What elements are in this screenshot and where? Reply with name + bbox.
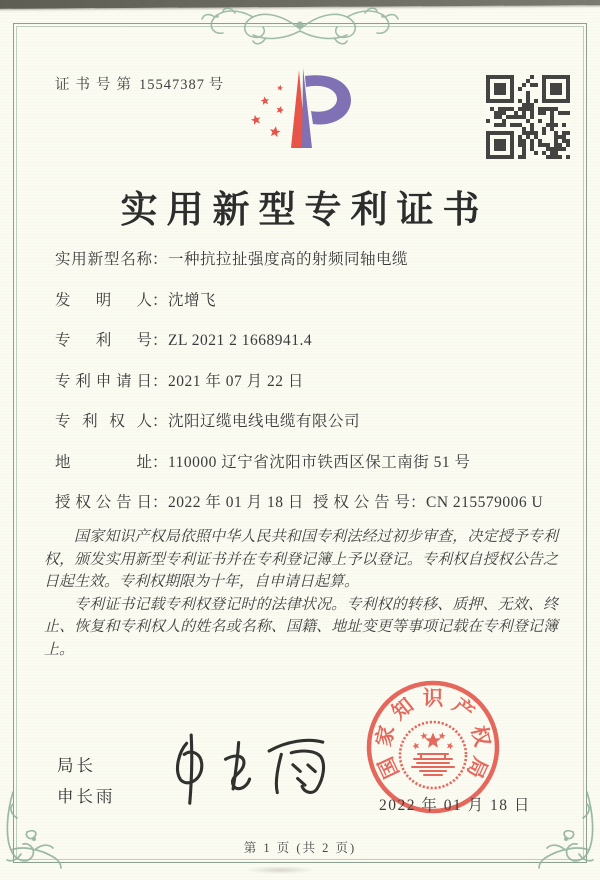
field-value: 110000 辽宁省沈阳市铁西区保工南街 51 号: [168, 453, 471, 471]
svg-text:国: 国: [375, 753, 404, 782]
seal-date: 2022 年 01 月 18 日: [379, 797, 531, 814]
field-label: 发明人: [55, 291, 152, 309]
commissioner-name: 申长雨: [57, 787, 116, 806]
field-utility-model-name: [55, 252, 560, 268]
svg-text:产: 产: [448, 694, 478, 725]
svg-text:知: 知: [388, 694, 418, 725]
field-value: 2022 年 01 月 18 日: [168, 494, 304, 511]
field-grant-date: [55, 495, 313, 511]
field-address: [55, 455, 560, 471]
field-value: ZL 2021 2 1668941.4: [168, 332, 313, 349]
field-value: CN 215579006 U: [426, 494, 544, 511]
field-grant-number: [313, 495, 543, 511]
logo-purple-p: [302, 68, 351, 148]
field-label: 授权公告日: [55, 494, 152, 511]
field-filing-date: [55, 374, 560, 390]
field-label: 地址: [55, 453, 152, 471]
field-patent-number: [55, 333, 560, 349]
field-colon: ：: [152, 251, 168, 268]
field-colon: ：: [152, 332, 168, 349]
field-patentee: [55, 414, 560, 430]
national-emblem: [400, 722, 466, 788]
legal-paragraph-2: 专利证书记载专利权登记时的法律状况。专利权的转移、质押、无效、终止、恢复和专利权人的姓名或名称、国籍、地址变更等事项记载在专利登记簿上。: [44, 596, 558, 658]
svg-text:家: 家: [373, 723, 400, 749]
certificate-number: [55, 73, 223, 94]
svg-text:局: 局: [462, 753, 491, 782]
certificate-title: 实用新型专利证书: [120, 190, 489, 231]
field-label: 专利申请日: [55, 372, 152, 390]
scan-smudge-artifact: [245, 866, 315, 874]
svg-text:识: 识: [422, 688, 444, 710]
certificate-number-value: 15547387: [139, 77, 205, 93]
field-colon: ：: [152, 453, 168, 471]
logo-stars: [250, 84, 285, 137]
svg-text:权: 权: [466, 723, 493, 749]
field-colon: ：: [152, 291, 168, 309]
field-inventor: [55, 293, 560, 309]
field-label: 授权公告号: [313, 494, 410, 511]
legal-text: [44, 526, 558, 662]
field-label: 实用新型名称: [55, 251, 152, 268]
field-label: 专利权人: [55, 413, 152, 430]
page-footer: 第 1 页 (共 2 页): [243, 841, 357, 855]
field-colon: ：: [152, 413, 168, 430]
field-colon: ：: [152, 372, 168, 390]
field-label: 专利号: [55, 332, 152, 349]
field-list: [55, 252, 560, 536]
cnipa-logo: [238, 64, 368, 164]
field-value: 一种抗拉扯强度高的射频同轴电缆: [168, 251, 409, 268]
signer-block: [57, 750, 116, 812]
qr-code: [486, 75, 570, 159]
field-value: 2021 年 07 月 22 日: [168, 372, 304, 390]
certificate-number-suffix: 号: [208, 77, 224, 93]
certificate-number-prefix: 证书号第: [55, 77, 137, 93]
field-colon: ：: [152, 494, 168, 511]
field-value: 沈增飞: [168, 291, 217, 309]
signature-handwriting: [152, 724, 348, 812]
commissioner-title: 局长: [57, 756, 96, 775]
legal-paragraph-1: 国家知识产权局依照中华人民共和国专利法经过初步审查，决定授予专利权，颁发实用新型专利证书并在专利登记簿上予以登记。专利权自授权公告之日起生效。专利权期限为十年，自申请日起算。: [44, 529, 558, 591]
field-colon: ：: [410, 494, 426, 511]
field-value: 沈阳辽缆电线电缆有限公司: [168, 413, 361, 430]
